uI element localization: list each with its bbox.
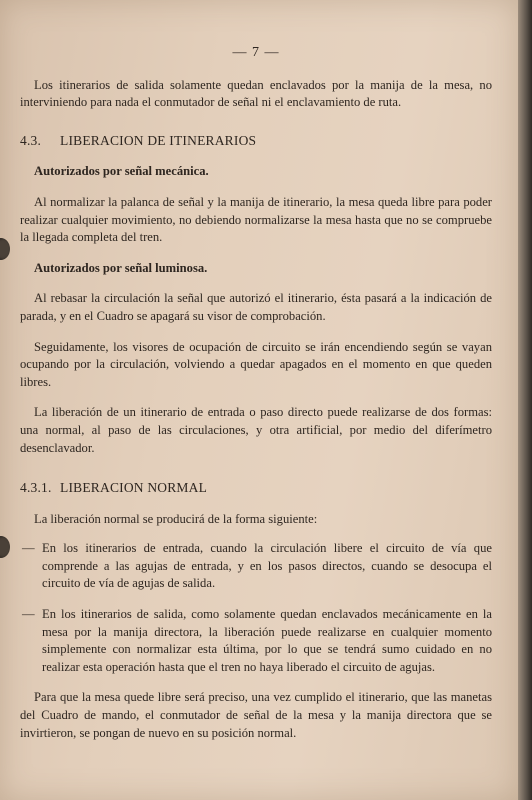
section-heading-4-3-1 (20, 479, 492, 497)
dash-list (20, 540, 492, 676)
page-number: — 7 — (232, 45, 280, 60)
list-item-text: En los itinerarios de entrada, cuando la circulación libere el circuito de vía que comprende a las agujas de entrada, y en los pasos directos, cuando se desocupa el circuito de vía de agujas de salida. (42, 541, 492, 591)
list-item-text: En los itinerarios de salida, como solamente quedan enclavados mecánicamente en la mesa por la manija directora, la liberación puede realizarse en cualquier momento simplemente con normalizar esta última, por lo que se tendrá sumo cuidado en no realizar esta operación hasta que el tren no haya liberado el circuito de agujas. (42, 607, 492, 674)
binder-hole-bottom (0, 536, 10, 558)
paragraph-formas: La liberación de un itinerario de entrada o paso directo puede realizarse de dos formas: una normal, al paso de las circulaciones, y otra artificial, por medio del diferímetro desenclavador. (20, 405, 492, 455)
subheading-luminosa: Autorizados por señal luminosa. (34, 260, 208, 275)
intro-paragraph: Los itinerarios de salida solamente quedan enclavados por la manija de la mesa, no interviniendo para nada el conmutador de señal ni el enclavamiento de ruta. (20, 77, 492, 110)
dash-bullet: — (22, 541, 35, 556)
closing-paragraph: Para que la mesa quede libre será preciso, una vez cumplido el itinerario, que las manetas del Cuadro de mando, el conmutador de señal de la mesa y la manija directora que se invirtieron, se pongan de nuevo en su posición normal. (20, 690, 492, 740)
section-heading-4-3 (20, 132, 492, 150)
section-number: 4.3.1. (20, 480, 52, 496)
paragraph-mecanica: Al normalizar la palanca de señal y la manija de itinerario, la mesa queda libre para poder realizar cualquier movimiento, no debiendo normalizarse la mesa hasta que no se compruebe la llegada completa del tren. (20, 194, 492, 245)
section-title: LIBERACION NORMAL (60, 480, 208, 496)
paragraph-luminosa: Al rebasar la circulación la señal que autorizó el itinerario, ésta pasará a la indicación de parada, y en el Cuadro se apagará su visor de comprobación. (20, 291, 492, 323)
page-content (20, 44, 492, 742)
section-title: LIBERACION DE ITINERARIOS (60, 132, 257, 148)
paragraph-visores: Seguidamente, los visores de ocupación de circuito se irán encendiendo según se vayan ocupando por la circulación, volviendo a quedar apagados en el momento en que queden libres. (20, 339, 492, 389)
binder-hole-top (0, 238, 10, 260)
page-edge-shadow (518, 0, 532, 800)
lead-paragraph: La liberación normal se producirá de la forma siguiente: (34, 511, 318, 526)
list-item (20, 540, 492, 593)
list-item (20, 606, 492, 676)
subheading-mecanica: Autorizados por señal mecánica. (34, 164, 209, 179)
dash-bullet: — (22, 607, 35, 622)
section-number: 4.3. (20, 132, 42, 148)
